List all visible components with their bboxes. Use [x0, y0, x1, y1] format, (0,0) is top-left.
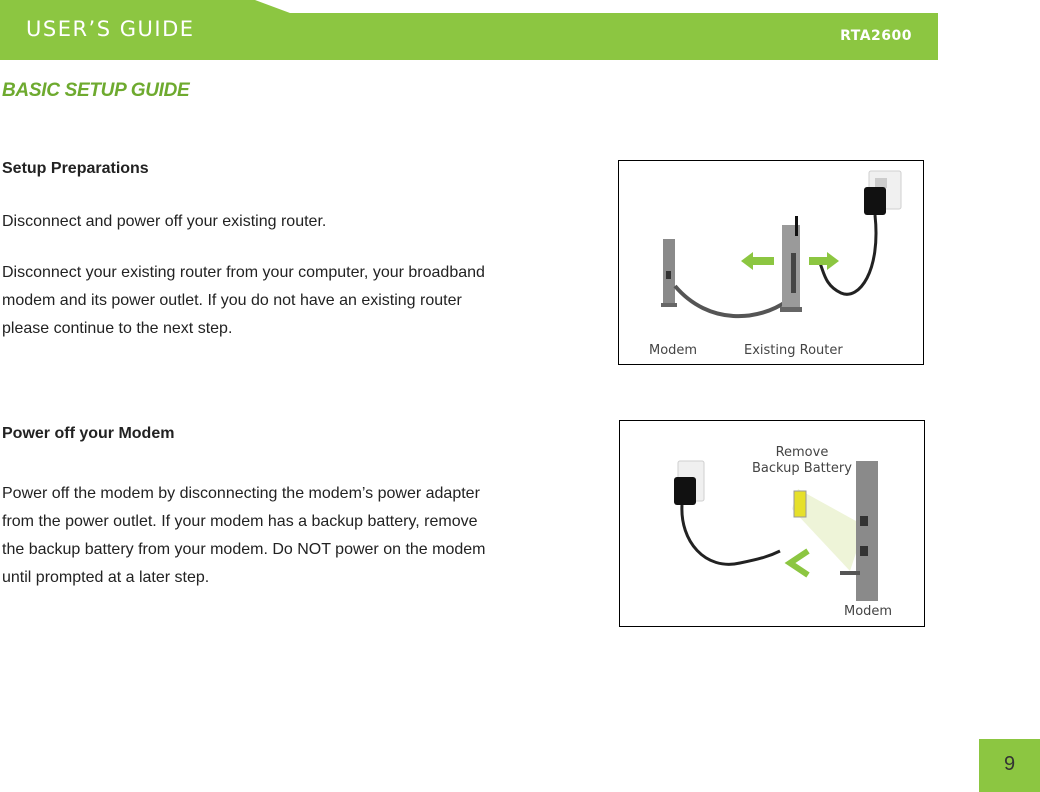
setup-body-line: please continue to the next step. — [2, 320, 233, 337]
power-off-modem-figure — [619, 420, 925, 627]
modem-body-line: from the power outlet. If your modem has a backup battery, remove — [2, 513, 478, 530]
modem-body-line: Power off the modem by disconnecting the modem’s power adapter — [2, 485, 480, 502]
setup-body-line: Disconnect your existing router from your computer, your broadband — [2, 264, 485, 281]
modem-heading: Power off your Modem — [2, 425, 175, 442]
page-number-box — [979, 739, 1040, 792]
battery-label-line: Remove — [775, 445, 829, 460]
modem-body-line: the backup battery from your modem. Do NOT power on the modem — [2, 541, 486, 558]
modem-body-line: until prompted at a later step. — [2, 569, 210, 586]
page-number: 9 — [1003, 753, 1016, 775]
setup-heading: Setup Preparations — [2, 160, 149, 177]
router-illustration — [619, 161, 923, 364]
backup-battery-label — [752, 445, 852, 477]
disconnect-router-figure — [618, 160, 924, 365]
header-bar — [0, 0, 938, 60]
header-model: RTA2600 — [840, 28, 912, 44]
figure-caption-modem: Modem — [844, 604, 893, 619]
figure-caption-router: Existing Router — [744, 343, 843, 358]
setup-intro: Disconnect and power off your existing router. — [2, 213, 327, 230]
setup-body — [2, 259, 592, 343]
figure-caption-modem: Modem — [649, 343, 698, 358]
battery-label-line: Backup Battery — [752, 461, 852, 476]
setup-body-line: modem and its power outlet. If you do not have an existing router — [2, 292, 462, 309]
modem-body — [2, 480, 592, 592]
section-title: BASIC SETUP GUIDE — [2, 80, 190, 101]
header-title: USER’S GUIDE — [26, 17, 195, 41]
